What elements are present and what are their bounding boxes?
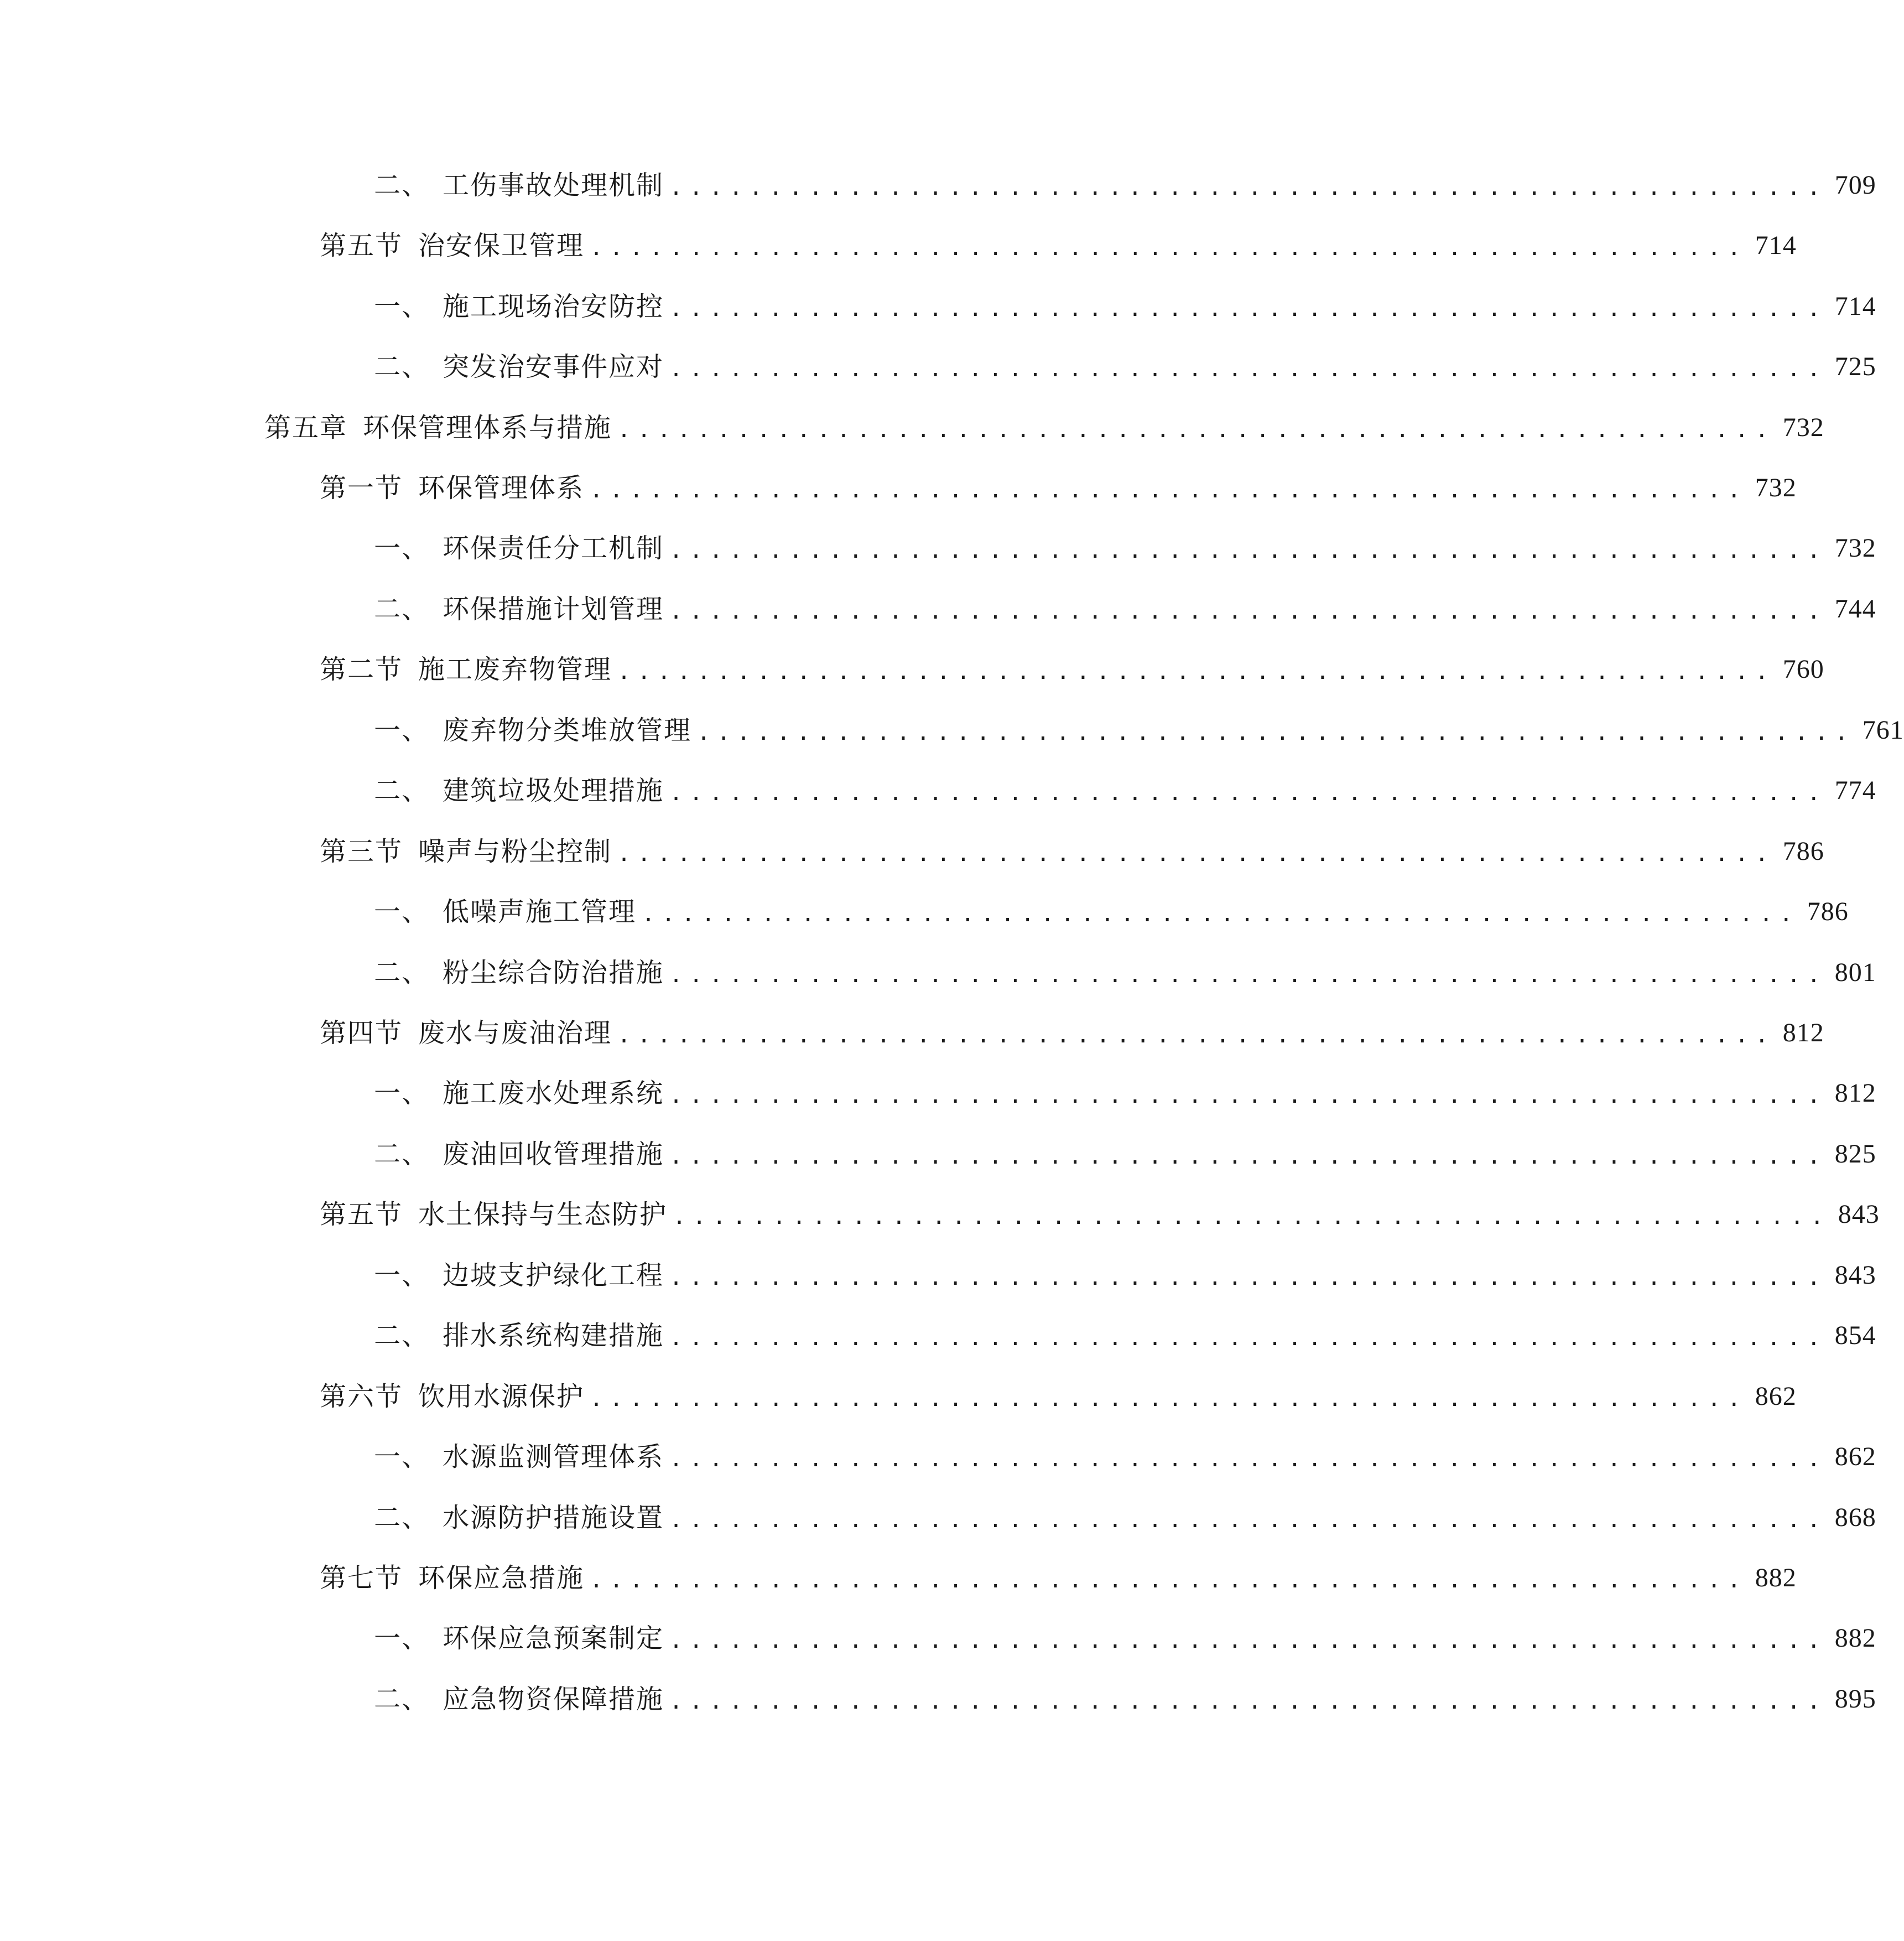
toc-entry-title: 工伤事故处理机制: [443, 170, 664, 201]
dot-leader: ..........................................................: [669, 599, 1827, 624]
dot-leader: ..........................................................: [617, 417, 1775, 443]
dot-leader: ..........................................................: [617, 841, 1775, 866]
toc-entry-title: 施工现场治安防控: [443, 291, 664, 322]
toc-entry[interactable]: [374, 1314, 1876, 1358]
toc-entry-number: 一、: [374, 1623, 430, 1654]
toc-entry-number: 第四节: [320, 1018, 403, 1049]
toc-entry-title: 废弃物分类堆放管理: [443, 715, 692, 746]
toc-entry-page: 843: [1838, 1200, 1880, 1229]
toc-entry[interactable]: [320, 1374, 1797, 1419]
toc-entry[interactable]: [320, 647, 1824, 692]
toc-entry-page: 774: [1834, 776, 1876, 805]
toc-entry-page: 843: [1834, 1260, 1876, 1290]
dot-leader: ..........................................................: [617, 659, 1775, 684]
toc-entry[interactable]: [320, 1192, 1880, 1237]
toc-entry-number: 第五节: [320, 230, 403, 261]
toc-entry-title: 建筑垃圾处理措施: [443, 775, 664, 806]
dot-leader: ..........................................................: [590, 478, 1747, 503]
toc-entry[interactable]: [374, 1616, 1876, 1660]
toc-entry[interactable]: [374, 1435, 1876, 1479]
toc-entry-page: 760: [1782, 655, 1824, 684]
dot-leader: ..........................................................: [669, 1689, 1827, 1714]
toc-entry[interactable]: [374, 951, 1876, 995]
toc-entry-page: 882: [1755, 1563, 1797, 1592]
dot-leader: ..........................................................: [669, 1083, 1827, 1108]
dot-leader: ..........................................................: [669, 296, 1827, 321]
dot-leader: ..........................................................: [669, 356, 1827, 382]
toc-entry-number: 一、: [374, 715, 430, 746]
toc-entry-number: 一、: [374, 1441, 430, 1472]
toc-entry-number: 二、: [374, 594, 430, 625]
toc-entry-title: 治安保卫管理: [418, 230, 585, 261]
toc-entry-number: 一、: [374, 1260, 430, 1291]
toc-entry-title: 突发治安事件应对: [443, 351, 664, 382]
toc-entry-title: 低噪声施工管理: [443, 896, 637, 927]
toc-entry-number: 二、: [374, 351, 430, 382]
toc-entry-number: 一、: [374, 1078, 430, 1109]
toc-entry-page: 812: [1834, 1078, 1876, 1108]
toc-entry[interactable]: [374, 1496, 1876, 1540]
toc-entry-title: 水源监测管理体系: [443, 1441, 664, 1472]
toc-entry-page: 732: [1834, 533, 1876, 563]
toc-entry-page: 801: [1834, 958, 1876, 987]
toc-entry-page: 761: [1862, 715, 1904, 745]
toc-entry-page: 714: [1755, 231, 1797, 260]
toc-entry[interactable]: [374, 1071, 1876, 1115]
toc-entry-page: 786: [1807, 897, 1849, 926]
toc-entry-number: 第五节: [320, 1199, 403, 1230]
toc-entry-number: 第三节: [320, 836, 403, 867]
toc-entry[interactable]: [374, 1677, 1876, 1721]
toc-entry[interactable]: [320, 1011, 1824, 1055]
toc-entry-number: 第五章: [264, 412, 348, 443]
toc-entry[interactable]: [374, 1253, 1876, 1298]
toc-entry-number: 一、: [374, 291, 430, 322]
toc-entry-page: 862: [1755, 1382, 1797, 1411]
dot-leader: ..........................................................: [673, 1204, 1830, 1229]
dot-leader: ..........................................................: [590, 235, 1747, 261]
dot-leader: ..........................................................: [669, 780, 1827, 806]
toc-entry[interactable]: [374, 526, 1876, 570]
toc-entry-title: 废油回收管理措施: [443, 1139, 664, 1170]
toc-entry-title: 边坡支护绿化工程: [443, 1260, 664, 1291]
toc-entry-title: 环保应急预案制定: [443, 1623, 664, 1654]
toc-entry-title: 废水与废油治理: [418, 1018, 612, 1049]
dot-leader: ..........................................................: [669, 1265, 1827, 1290]
toc-entry-page: 862: [1834, 1442, 1876, 1471]
dot-leader: ..........................................................: [669, 1507, 1827, 1533]
toc-entry-title: 水土保持与生态防护: [418, 1199, 668, 1230]
toc-entry-title: 粉尘综合防治措施: [443, 957, 664, 988]
toc-entry-title: 饮用水源保护: [418, 1381, 585, 1412]
dot-leader: ..........................................................: [669, 538, 1827, 563]
toc-entry[interactable]: [320, 1556, 1797, 1600]
toc-entry-page: 744: [1834, 594, 1876, 624]
toc-entry-title: 环保管理体系: [418, 473, 585, 504]
toc-entry[interactable]: [264, 406, 1824, 450]
toc-entry-page: 732: [1782, 413, 1824, 442]
toc-entry-page: 714: [1834, 292, 1876, 321]
dot-leader: ..........................................................: [669, 1446, 1827, 1472]
toc-entry-number: 二、: [374, 1684, 430, 1715]
toc-entry[interactable]: [320, 466, 1797, 510]
toc-entry-page: 709: [1834, 170, 1876, 200]
toc-entry-page: 825: [1834, 1139, 1876, 1169]
toc-entry-title: 施工废弃物管理: [418, 654, 612, 685]
toc-entry-number: 第七节: [320, 1563, 403, 1594]
toc-entry-page: 732: [1755, 473, 1797, 502]
toc-entry[interactable]: [374, 284, 1876, 329]
toc-entry-title: 噪声与粉尘控制: [418, 836, 612, 867]
toc-entry-title: 施工废水处理系统: [443, 1078, 664, 1109]
toc-entry[interactable]: [320, 224, 1797, 268]
toc-entry[interactable]: [374, 769, 1876, 813]
toc-entry-number: 二、: [374, 1139, 430, 1170]
dot-leader: ..........................................................: [669, 175, 1827, 200]
toc-entry-number: 二、: [374, 1320, 430, 1351]
toc-entry-number: 二、: [374, 775, 430, 806]
toc-entry-number: 一、: [374, 533, 430, 564]
toc-entry-page: 854: [1834, 1321, 1876, 1350]
toc-entry-number: 二、: [374, 957, 430, 988]
toc-entry[interactable]: [374, 345, 1876, 389]
toc-entry-number: 二、: [374, 170, 430, 201]
toc-entry-title: 环保措施计划管理: [443, 594, 664, 625]
dot-leader: ..........................................................: [590, 1386, 1747, 1411]
toc-entry-number: 第六节: [320, 1381, 403, 1412]
toc-entry-title: 环保应急措施: [418, 1563, 585, 1594]
toc-entry[interactable]: [374, 708, 1904, 752]
toc-entry[interactable]: [374, 587, 1876, 631]
toc-entry[interactable]: [374, 890, 1849, 934]
toc-entry-page: 812: [1782, 1018, 1824, 1047]
toc-entry-title: 水源防护措施设置: [443, 1502, 664, 1533]
toc-entry-page: 868: [1834, 1503, 1876, 1532]
toc-entry-page: 725: [1834, 352, 1876, 381]
toc-entry[interactable]: [374, 1132, 1876, 1176]
toc-entry-number: 一、: [374, 896, 430, 927]
dot-leader: ..........................................................: [590, 1568, 1747, 1593]
toc-entry-number: 二、: [374, 1502, 430, 1533]
toc-entry-number: 第一节: [320, 473, 403, 504]
toc-entry-page: 882: [1834, 1623, 1876, 1653]
toc-entry-number: 第二节: [320, 654, 403, 685]
toc-entry[interactable]: [374, 163, 1876, 207]
dot-leader: ..........................................................: [669, 1144, 1827, 1169]
toc-entry-title: 排水系统构建措施: [443, 1320, 664, 1351]
dot-leader: ..........................................................: [642, 901, 1799, 927]
dot-leader: ..........................................................: [617, 1023, 1775, 1048]
dot-leader: ..........................................................: [697, 720, 1855, 745]
toc-entry[interactable]: [320, 829, 1824, 874]
toc-entry-page: 895: [1834, 1684, 1876, 1714]
dot-leader: ..........................................................: [669, 962, 1827, 988]
dot-leader: ..........................................................: [669, 1325, 1827, 1351]
toc-entry-title: 应急物资保障措施: [443, 1684, 664, 1715]
toc-entry-page: 786: [1782, 837, 1824, 866]
dot-leader: ..........................................................: [669, 1628, 1827, 1653]
toc-entry-title: 环保管理体系与措施: [363, 412, 612, 443]
toc-entry-title: 环保责任分工机制: [443, 533, 664, 564]
